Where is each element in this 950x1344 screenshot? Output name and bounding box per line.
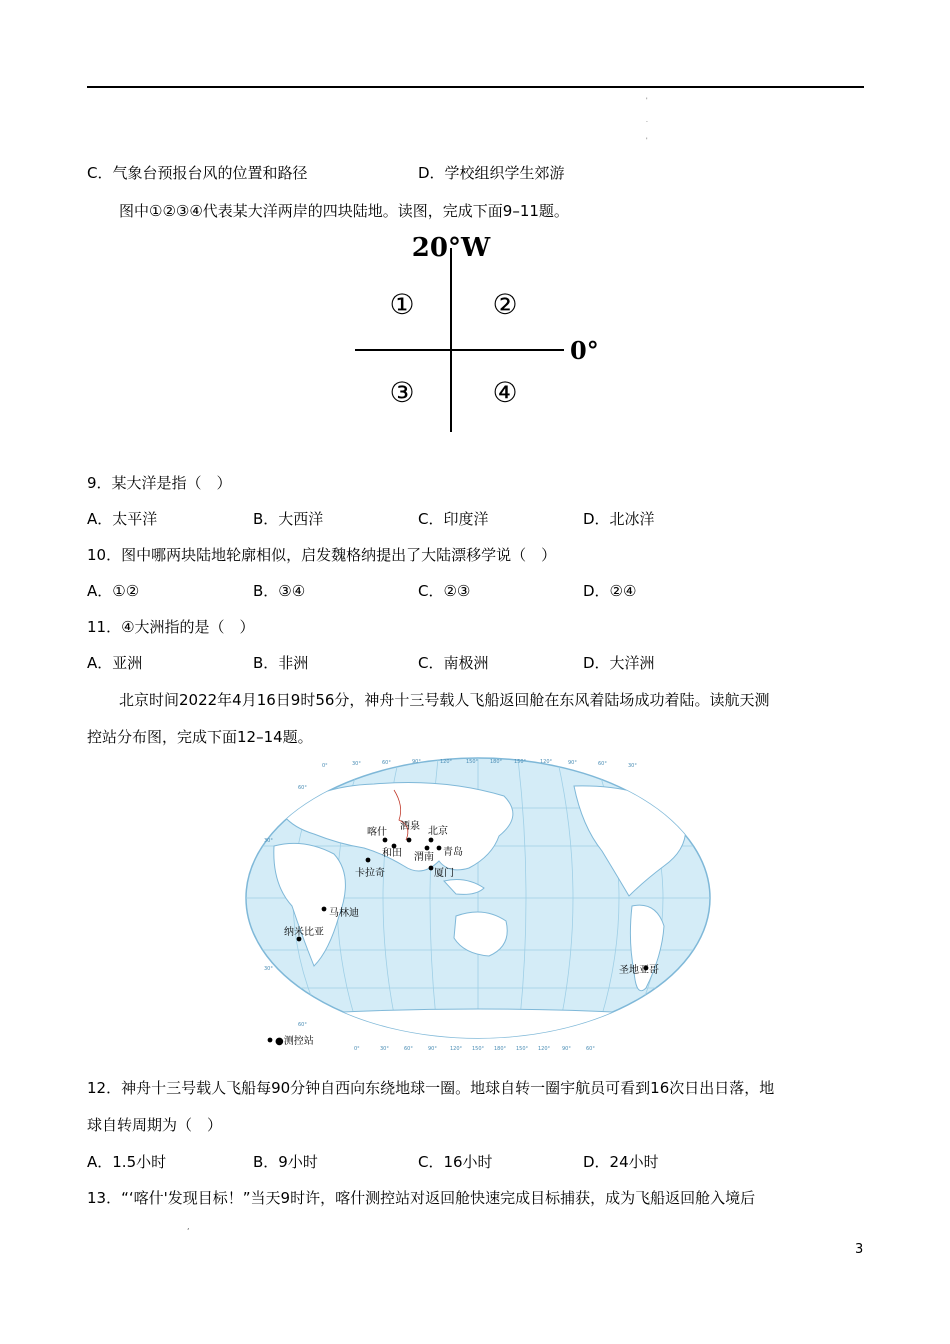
station-dot-jiuquan bbox=[407, 838, 412, 843]
station-label: 卡拉奇 bbox=[355, 868, 385, 879]
top-tick: 150° bbox=[514, 759, 527, 765]
station-dot-kashi bbox=[383, 838, 388, 843]
top-tick: 30° bbox=[352, 761, 361, 767]
q12-stem-line1: 12．神舟十三号载人飞船每90分钟自西向东绕地球一圈。地球自转一圈宇航员可看到16次日出日落，地 bbox=[87, 1079, 775, 1097]
q11-option-c: C．南极洲 bbox=[418, 654, 489, 672]
bottom-tick: 120° bbox=[450, 1046, 463, 1052]
station-label: 圣地亚哥 bbox=[619, 965, 659, 976]
margin-mark: ' bbox=[646, 97, 648, 104]
station-dot-xiamen bbox=[429, 866, 434, 871]
q9-stem: 9．某大洋是指（ ） bbox=[87, 474, 232, 492]
top-tick: 180° bbox=[490, 759, 503, 765]
tracking-station-map bbox=[244, 756, 712, 1054]
q8-option-d: D．学校组织学生郊游 bbox=[418, 164, 565, 182]
margin-mark: ' bbox=[646, 137, 648, 144]
station-dot-weinan bbox=[425, 846, 430, 851]
equator-label: 0° bbox=[570, 336, 599, 365]
station-label: 喀什 bbox=[367, 827, 387, 838]
q10-option-b: B．③④ bbox=[253, 582, 306, 600]
station-dot-beijing bbox=[429, 838, 434, 843]
top-tick: 90° bbox=[412, 759, 421, 765]
station-label: 和田 bbox=[382, 848, 402, 859]
station-label: 酒泉 bbox=[400, 821, 420, 832]
q10-stem: 10．图中哪两块陆地轮廓相似，启发魏格纳提出了大陆漂移学说（ ） bbox=[87, 546, 557, 564]
top-tick: 60° bbox=[382, 760, 391, 766]
top-tick: 0° bbox=[322, 763, 328, 769]
greenland bbox=[664, 766, 699, 791]
top-tick: 120° bbox=[540, 759, 553, 765]
lat-tick: 60° bbox=[298, 785, 307, 791]
q10-option-d: D．②④ bbox=[583, 582, 637, 600]
bottom-tick: 150° bbox=[472, 1046, 485, 1052]
meridian-label: 20°W bbox=[411, 233, 491, 263]
bottom-tick: 180° bbox=[494, 1046, 507, 1052]
q9-option-d: D．北冰洋 bbox=[583, 510, 655, 528]
station-label: 马林迪 bbox=[329, 908, 359, 919]
q9-option-a: A．太平洋 bbox=[87, 510, 158, 528]
land-1: ① bbox=[389, 288, 415, 321]
intro-12-14-line1: 北京时间2022年4月16日9时56分，神舟十三号载人飞船返回舱在东风着陆场成功着陆。读航天测 bbox=[119, 691, 770, 709]
top-tick: 120° bbox=[440, 759, 453, 765]
station-label: 渭南 bbox=[414, 852, 434, 863]
q12-option-a: A．1.5小时 bbox=[87, 1153, 167, 1171]
q12-option-b: B．9小时 bbox=[253, 1153, 318, 1171]
q12-stem-line2: 球自转周期为（ ） bbox=[87, 1116, 223, 1134]
station-label: 北京 bbox=[428, 826, 448, 837]
q11-option-b: B．非洲 bbox=[253, 654, 309, 672]
lat-tick: 30° bbox=[264, 966, 273, 972]
map-legend: ●测控站 bbox=[275, 1036, 314, 1047]
q10-option-a: A．①② bbox=[87, 582, 140, 600]
margin-mark: . bbox=[646, 117, 648, 124]
q11-stem: 11．④大洲指的是（ ） bbox=[87, 618, 255, 636]
page-number: 3 bbox=[855, 1242, 864, 1257]
q9-option-c: C．印度洋 bbox=[418, 510, 489, 528]
q12-option-d: D．24小时 bbox=[583, 1153, 659, 1171]
top-tick: 90° bbox=[568, 760, 577, 766]
station-label: 厦门 bbox=[434, 868, 454, 879]
station-dot-karachi bbox=[366, 858, 371, 863]
ocean-quadrant-figure bbox=[350, 228, 610, 438]
bottom-tick: 60° bbox=[586, 1046, 595, 1052]
bottom-tick: 60° bbox=[404, 1046, 413, 1052]
lat-tick: 60° bbox=[298, 1022, 307, 1028]
q11-option-a: A．亚洲 bbox=[87, 654, 143, 672]
top-tick: 150° bbox=[466, 759, 479, 765]
station-label: 青岛 bbox=[443, 847, 463, 858]
station-label: 纳米比亚 bbox=[284, 927, 324, 938]
bottom-tick: 90° bbox=[428, 1046, 437, 1052]
q10-option-c: C．②③ bbox=[418, 582, 471, 600]
q9-option-b: B．大西洋 bbox=[253, 510, 324, 528]
header-rule bbox=[87, 86, 864, 88]
bottom-tick: 30° bbox=[380, 1046, 389, 1052]
land-2: ② bbox=[492, 288, 518, 321]
bottom-tick: 0° bbox=[354, 1046, 360, 1052]
land-4: ④ bbox=[492, 376, 518, 409]
bottom-tick: 90° bbox=[562, 1046, 571, 1052]
bottom-tick: 120° bbox=[538, 1046, 551, 1052]
footer-mark: , bbox=[187, 1222, 190, 1231]
station-dot-malindi bbox=[322, 907, 327, 912]
legend-dot bbox=[268, 1038, 273, 1043]
intro-9-11: 图中①②③④代表某大洋两岸的四块陆地。读图，完成下面9–11题。 bbox=[119, 202, 569, 220]
station-dot-qingdao bbox=[437, 846, 442, 851]
q8-option-c: C．气象台预报台风的位置和路径 bbox=[87, 164, 308, 182]
q13-stem-line1: 13．“‘喀什'发现目标！”当天9时许，喀什测控站对返回舱快速完成目标捕获，成为飞船返回舱入境后 bbox=[87, 1189, 756, 1207]
top-tick: 30° bbox=[628, 763, 637, 769]
bottom-tick: 150° bbox=[516, 1046, 529, 1052]
q11-option-d: D．大洋洲 bbox=[583, 654, 655, 672]
lat-tick: 30° bbox=[264, 838, 273, 844]
top-tick: 60° bbox=[598, 761, 607, 767]
land-3: ③ bbox=[389, 376, 415, 409]
intro-12-14-line2: 控站分布图，完成下面12–14题。 bbox=[87, 728, 313, 746]
q12-option-c: C．16小时 bbox=[418, 1153, 493, 1171]
